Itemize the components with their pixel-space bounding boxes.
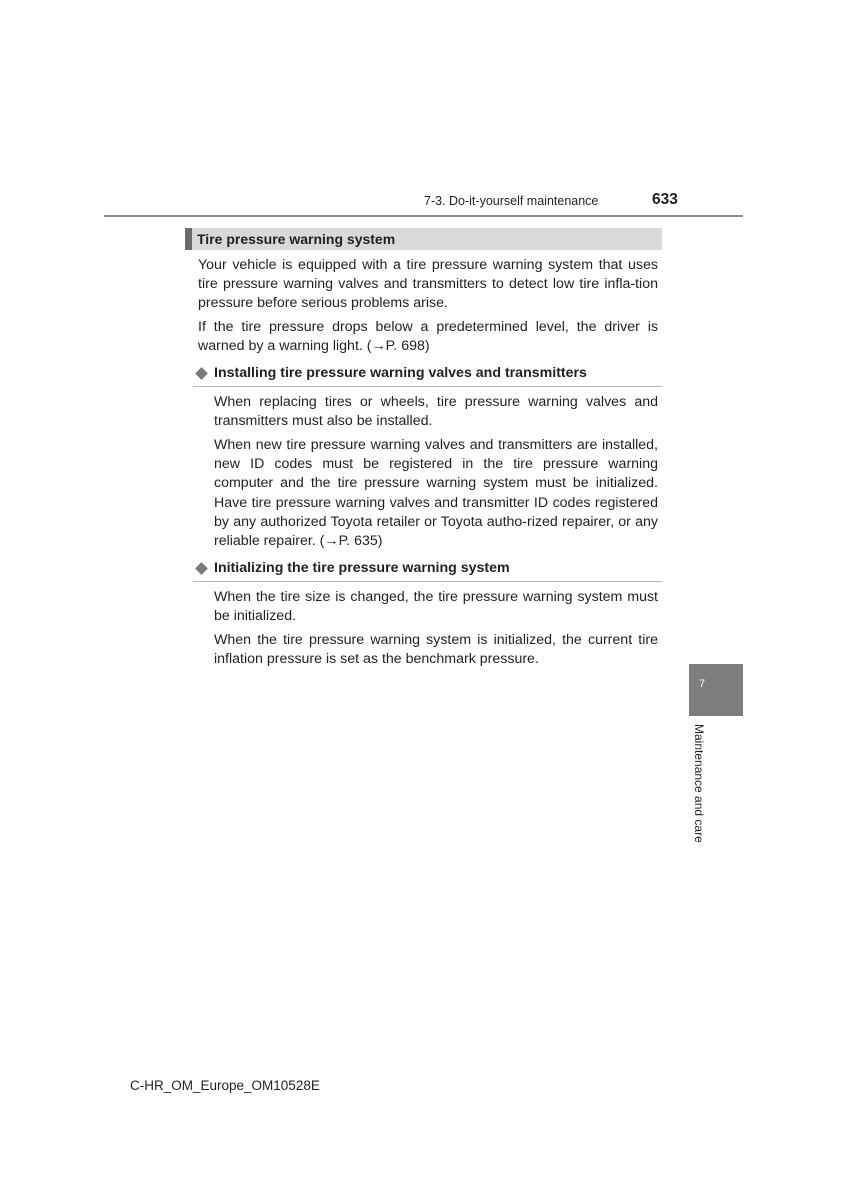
page-number: 633 — [652, 191, 678, 208]
chapter-tab — [689, 664, 743, 716]
chapter-number: 7 — [699, 678, 706, 690]
initializing-paragraph-1: When the tire size is changed, the tire pressure warning system must be initialized. — [214, 589, 658, 625]
header-divider — [104, 215, 743, 217]
subsection-heading-text: Installing tire pressure warning valves and transmitters — [214, 365, 587, 381]
installing-paragraph-1: When replacing tires or wheels, tire pressure warning valves and transmitters must also be installed. — [214, 394, 658, 430]
subsection-heading-installing — [193, 365, 587, 381]
subsection-heading-initializing — [193, 560, 510, 576]
diamond-bullet-icon — [195, 562, 208, 575]
initializing-paragraph-2: When the tire pressure warning system is initialized, the current tire inflation pressure is set as the benchmark pressure. — [214, 632, 658, 668]
header-section-title: 7-3. Do-it-yourself maintenance — [424, 194, 599, 208]
intro-paragraph-2: If the tire pressure drops below a predetermined level, the driver is warned by a warning light. (→P. 698) — [198, 319, 658, 355]
subsection-divider — [193, 386, 662, 387]
subsection-heading-text: Initializing the tire pressure warning system — [214, 560, 510, 576]
subsection-divider — [193, 581, 662, 582]
diamond-bullet-icon — [195, 367, 208, 380]
section-title: Tire pressure warning system — [197, 231, 396, 247]
installing-paragraph-2: When new tire pressure warning valves and transmitters are installed, new ID codes must be registered in the tire pressure warning computer and the tire pressure warning system must be initialized. Have tire pressure warning valves and transmitter ID codes registered by any authorized Toyota retailer or Toyota autho-rized repairer, or any reliable repairer. (→P. 635) — [214, 437, 658, 550]
footer-document-code: C-HR_OM_Europe_OM10528E — [130, 1078, 320, 1093]
intro-paragraph-1: Your vehicle is equipped with a tire pressure warning system that uses tire pressure warning valves and transmitters to detect low tire infla-tion pressure before serious problems arise. — [198, 257, 658, 312]
chapter-label: Maintenance and care — [692, 724, 706, 843]
